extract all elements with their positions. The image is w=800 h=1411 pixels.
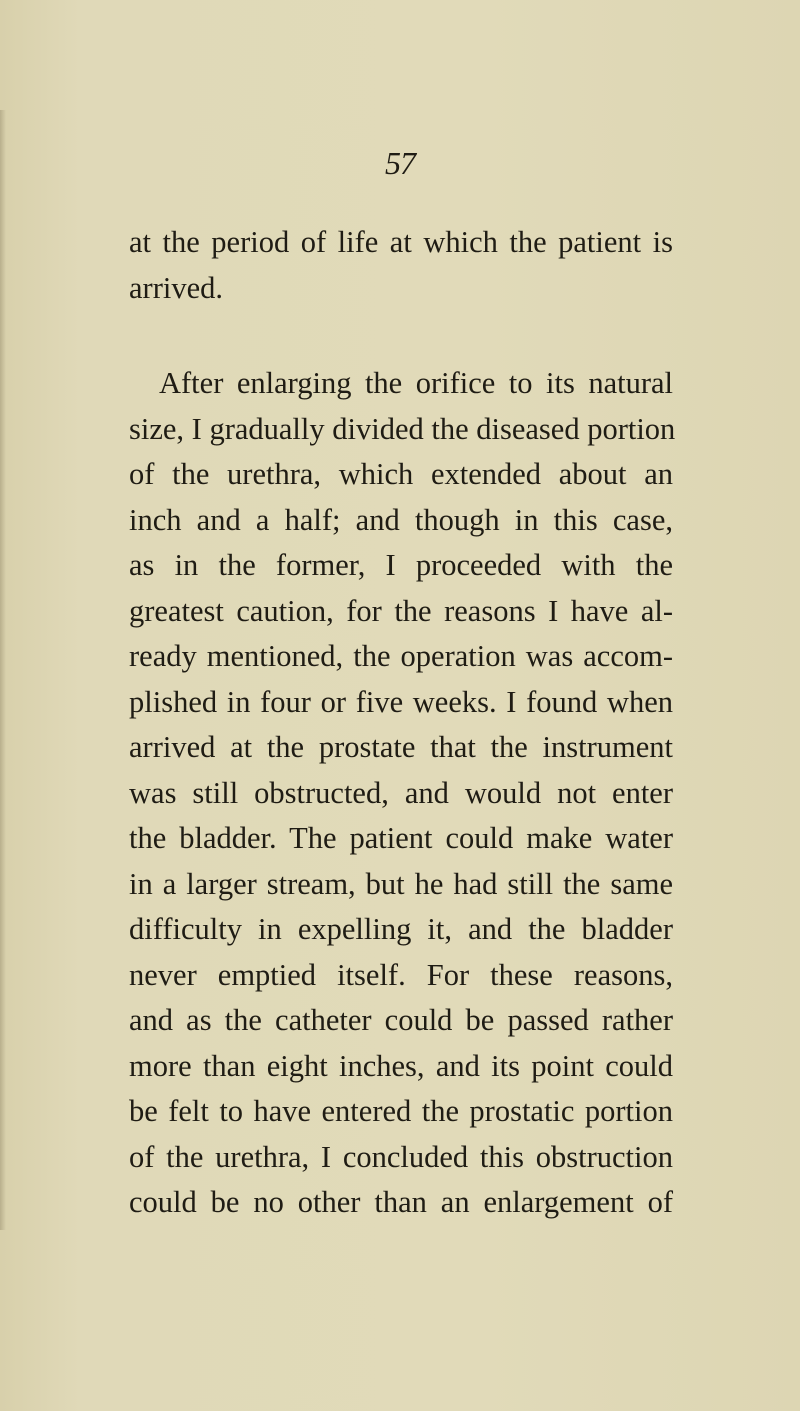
text-line: at the period of life at which the patient is: [129, 225, 673, 259]
text-line: as in the former, I proceeded with the: [129, 548, 673, 582]
text-line: arrived at the prostate that the instrument: [129, 730, 673, 764]
text-line: in a larger stream, but he had still the same: [129, 866, 673, 901]
body-text: [129, 220, 676, 1226]
text-line: of the urethra, which extended about an: [129, 457, 673, 491]
text-line: inch and a half; and though in this case,: [129, 502, 673, 537]
text-line: plished in four or five weeks. I found when: [129, 684, 673, 719]
text-line: of the urethra, I concluded this obstruction: [129, 1139, 673, 1174]
text-line: greatest caution, for the reasons I have al-: [129, 593, 673, 628]
paragraph: [129, 220, 673, 311]
text-line: be felt to have entered the prostatic portion: [129, 1094, 673, 1128]
page-edge-shadow: [0, 110, 6, 1230]
page-number: 57: [385, 145, 415, 181]
text-line: difficulty in expelling it, and the bladder: [129, 912, 673, 946]
text-line: could be no other than an enlargement of: [129, 1185, 673, 1219]
text-line: more than eight inches, and its point could: [129, 1048, 673, 1083]
text-line: never emptied itself. For these reasons,: [129, 957, 673, 992]
text-line: arrived.: [129, 270, 223, 305]
text-line: and as the catheter could be passed rather: [129, 1003, 673, 1037]
text-line: size, I gradually divided the diseased portion: [129, 411, 676, 446]
paragraph: [129, 361, 676, 1226]
text-line: ready mentioned, the operation was accom-: [129, 639, 673, 673]
text-line: was still obstructed, and would not enter: [129, 775, 673, 810]
paragraph-gap: [129, 311, 673, 361]
text-line: After enlarging the orifice to its natural: [159, 366, 673, 400]
text-line: the bladder. The patient could make water: [129, 821, 673, 855]
